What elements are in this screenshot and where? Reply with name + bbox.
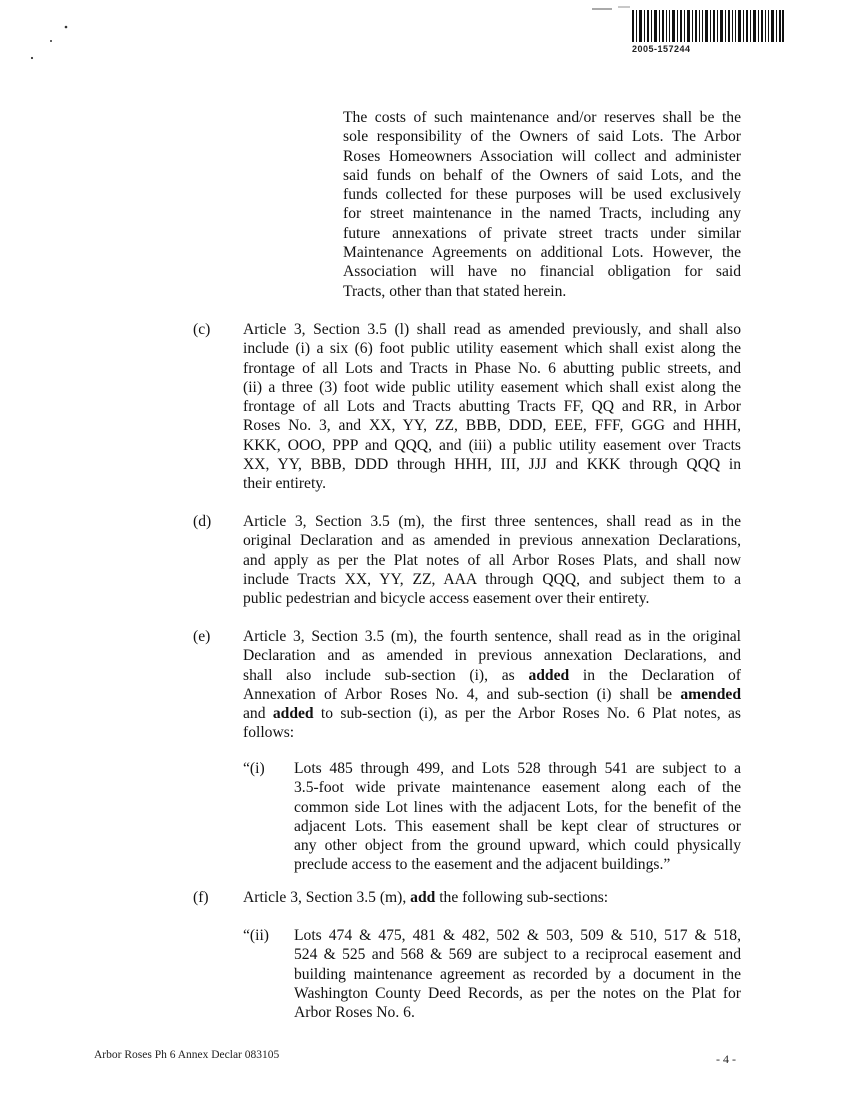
text-line: sole responsibility of the Owners of said Lots. The Arbor xyxy=(343,128,741,146)
text-run: the following sub-sections: xyxy=(435,889,609,906)
text-line: future annexations of private street tracts under similar xyxy=(343,224,741,242)
text-line: include Tracts XX, YY, ZZ, AAA through QQQ, and subject them to a xyxy=(243,570,741,588)
text-line: Lots 474 & 475, 481 & 482, 502 & 503, 509 & 510, 517 & 518, xyxy=(294,927,741,944)
text-line xyxy=(243,685,741,704)
bold-term: add xyxy=(410,889,436,906)
text-line: (ii) a three (3) foot wide public utility easement which shall exist along the xyxy=(243,378,741,396)
text-line: Association will have no financial obligation for said xyxy=(343,263,741,281)
section-f-paragraph xyxy=(243,888,741,907)
text-line: for street maintenance in the named Tracts, including any xyxy=(343,205,741,223)
text-line: Lots 485 through 499, and Lots 528 through 541 are subject to a xyxy=(294,760,741,777)
text-run: Annexation of Arbor Roses No. 4, and sub-section (i) shall be xyxy=(243,685,681,703)
text-run: and xyxy=(243,705,273,723)
text-line: Washington County Deed Records, as per the notes on the Plat for xyxy=(294,984,741,1002)
bold-term: added xyxy=(528,666,570,684)
document-number: 2005-157244 xyxy=(632,44,691,54)
text-line: The costs of such maintenance and/or reserves shall be the xyxy=(343,109,741,126)
text-run: shall also include sub-section (i), as xyxy=(243,666,529,684)
subsection-ii-label: “(ii) xyxy=(243,927,269,944)
text-line: Article 3, Section 3.5 (l) shall read as amended previously, and shall also xyxy=(243,321,741,338)
text-line: Declaration and as amended in previous annexation Declarations, and xyxy=(243,647,741,665)
text-line: their entirety. xyxy=(243,475,326,493)
text-line: building maintenance agreement as recorded by a document in the xyxy=(294,965,741,983)
subsection-i-paragraph xyxy=(294,759,741,875)
section-c-label: (c) xyxy=(193,321,211,338)
footer-document-name: Arbor Roses Ph 6 Annex Declar 083105 xyxy=(94,1049,280,1061)
text-line: any other object from the ground upward, which could physically xyxy=(294,837,741,855)
text-line: and apply as per the Plat notes of all Arbor Roses Plats, and shall now xyxy=(243,551,741,569)
text-line: funds collected for these purposes will be used exclusively xyxy=(343,186,741,204)
text-line: Article 3, Section 3.5 (m), the fourth sentence, shall read as in the original xyxy=(243,628,741,645)
section-d-label: (d) xyxy=(193,513,212,530)
continued-paragraph xyxy=(343,108,741,301)
text-line: public pedestrian and bicycle access easement over their entirety. xyxy=(243,590,650,608)
text-line: Arbor Roses No. 6. xyxy=(294,1004,415,1022)
text-line: include (i) a six (6) foot public utility easement which shall exist along the xyxy=(243,340,741,358)
text-line xyxy=(243,888,741,907)
text-run: to sub-section (i), as per the Arbor Roses No. 6 Plat notes, as xyxy=(313,705,741,723)
bold-term: added xyxy=(272,705,314,723)
section-c-paragraph xyxy=(243,320,741,494)
text-line: frontage of all Lots and Tracts in Phase No. 6 abutting public streets, and xyxy=(243,359,741,377)
text-run: in the Declaration of xyxy=(569,666,741,684)
text-line: follows: xyxy=(243,724,295,742)
text-line: original Declaration and as amended in previous annexation Declarations, xyxy=(243,532,741,550)
text-line: Tracts, other than that stated herein. xyxy=(343,282,567,300)
bold-term: amended xyxy=(680,685,741,703)
text-line: frontage of all Lots and Tracts abutting Tracts FF, QQ and RR, in Arbor xyxy=(243,398,741,416)
subsection-i-label: “(i) xyxy=(243,760,265,777)
text-line: Roses No. 3, and XX, YY, ZZ, BBB, DDD, EEE, FFF, GGG and HHH, xyxy=(243,417,741,435)
text-line: XX, YY, BBB, DDD through HHH, III, JJJ and KKK through QQQ in xyxy=(243,456,741,474)
page-number: - 4 - xyxy=(716,1052,736,1066)
text-line: adjacent Lots. This easement shall be kept clear of structures or xyxy=(294,817,741,835)
subsection-ii-paragraph xyxy=(294,926,741,1022)
text-line: Roses Homeowners Association will collect and administer xyxy=(343,147,741,165)
text-line: preclude access to the easement and the adjacent buildings.” xyxy=(294,856,671,874)
section-f-label: (f) xyxy=(193,889,209,906)
text-line xyxy=(243,666,741,685)
text-line xyxy=(243,704,741,723)
section-e-paragraph xyxy=(243,627,741,743)
section-e-label: (e) xyxy=(193,628,211,645)
section-d-paragraph xyxy=(243,512,741,608)
text-line: Article 3, Section 3.5 (m), the first three sentences, shall read as in the xyxy=(243,513,741,530)
barcode-image xyxy=(632,10,784,42)
text-line: said funds on behalf of the Owners of said Lots, and the xyxy=(343,166,741,184)
text-line: Maintenance Agreements on additional Lots. However, the xyxy=(343,244,741,262)
text-line: 3.5-foot wide private maintenance easement along each of the xyxy=(294,779,741,797)
text-run: Article 3, Section 3.5 (m), xyxy=(243,889,411,906)
text-line: KKK, OOO, PPP and QQQ, and (iii) a public utility easement over Tracts xyxy=(243,436,741,454)
text-line: 524 & 525 and 568 & 569 are subject to a reciprocal easement and xyxy=(294,946,741,964)
text-line: common side Lot lines with the adjacent Lots, for the benefit of the xyxy=(294,798,741,816)
